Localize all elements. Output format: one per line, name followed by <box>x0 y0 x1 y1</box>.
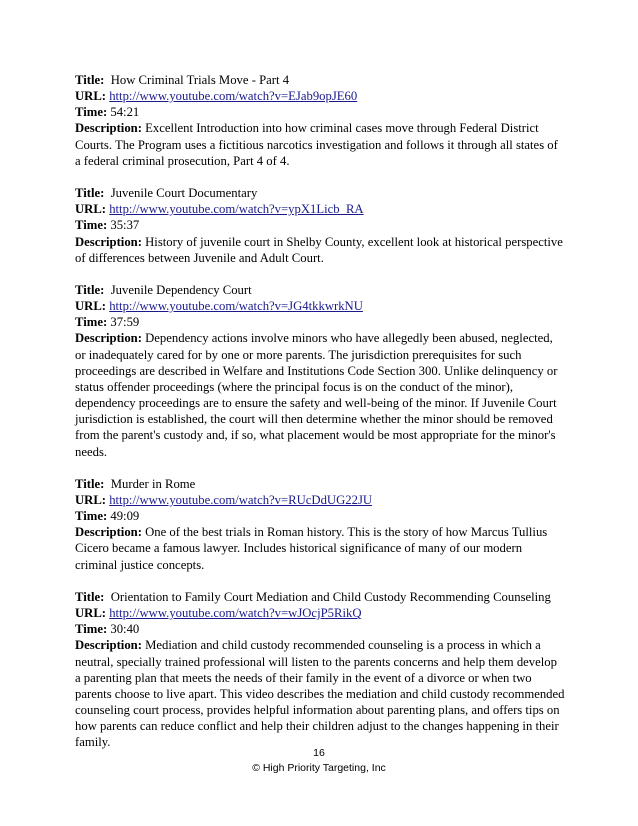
entry-title-line <box>75 476 565 492</box>
entry-time: 35:37 <box>110 218 140 233</box>
entry-url-link[interactable]: http://www.youtube.com/watch?v=ypX1Licb_RA <box>109 202 364 217</box>
page-footer <box>0 746 638 776</box>
url-label: URL: <box>75 299 107 314</box>
entry-url-line <box>75 298 565 314</box>
entry-time-line <box>75 621 565 637</box>
entry-description-line <box>75 524 565 572</box>
video-entry <box>75 185 565 266</box>
description-label: Description: <box>75 638 142 653</box>
entry-description-line <box>75 637 565 750</box>
title-label: Title: <box>75 186 105 201</box>
entry-url-link[interactable]: http://www.youtube.com/watch?v=RUcDdUG22JU <box>109 493 373 508</box>
entry-title-line <box>75 185 565 201</box>
page-number: 16 <box>313 747 325 759</box>
entry-time: 37:59 <box>110 315 140 330</box>
url-label: URL: <box>75 493 107 508</box>
entry-time: 54:21 <box>110 105 140 120</box>
entry-url-line <box>75 492 565 508</box>
title-label: Title: <box>75 283 105 297</box>
description-label: Description: <box>75 121 142 136</box>
video-list <box>75 72 565 767</box>
entry-time-line <box>75 314 565 330</box>
entry-time-line <box>75 508 565 524</box>
description-label: Description: <box>75 525 142 540</box>
time-label: Time: <box>75 622 108 637</box>
entry-title-line <box>75 72 565 88</box>
entry-title-line <box>75 282 565 298</box>
url-label: URL: <box>75 202 107 217</box>
copyright-notice: © High Priority Targeting, Inc <box>252 762 386 774</box>
time-label: Time: <box>75 509 108 524</box>
entry-description: One of the best trials in Roman history. This is the story of how Marcus Tullius Cicero became a famous lawyer. Includes historical significance of many of our modern criminal justice concepts. <box>75 525 548 572</box>
time-label: Time: <box>75 105 108 120</box>
video-entry <box>75 282 565 460</box>
description-label: Description: <box>75 234 142 249</box>
entry-title-line <box>75 589 565 605</box>
url-label: URL: <box>75 606 107 621</box>
url-label: URL: <box>75 89 107 104</box>
entry-description: History of juvenile court in Shelby County, excellent look at historical perspective of differences between Juvenile and Adult Court. <box>75 234 563 265</box>
entry-title: How Criminal Trials Move - Part 4 <box>110 73 290 87</box>
entry-time: 30:40 <box>110 622 140 637</box>
entry-title: Juvenile Dependency Court <box>110 283 252 297</box>
video-entry <box>75 589 565 751</box>
entry-description-line <box>75 120 565 168</box>
title-label: Title: <box>75 589 105 604</box>
entry-url-line <box>75 201 565 217</box>
entry-description: Dependency actions involve minors who have allegedly been abused, neglected, or inadequately cared for by one or more parents. The jurisdiction prerequisites for such proceedings are described in Welfare and Institutions Code Section 300. Unlike delinquency or status offender proceedings (where the principal focus is on the conduct of the minor), dependency proceedings are to ensure the safety and well-being of the minor. If Juvenile Court jurisdiction is established, the court will then determine whether the minor should be removed from the parent's custody and, if so, what placement would be most appropriate for the minor's needs. <box>75 331 558 459</box>
video-entry <box>75 72 565 169</box>
entry-time-line <box>75 217 565 233</box>
entry-description-line <box>75 330 565 459</box>
entry-url-link[interactable]: http://www.youtube.com/watch?v=EJab9opJE60 <box>109 89 358 104</box>
description-label: Description: <box>75 331 142 346</box>
entry-description-line <box>75 234 565 266</box>
entry-title: Murder in Rome <box>110 476 196 491</box>
entry-url-link[interactable]: http://www.youtube.com/watch?v=wJOcjP5RikQ <box>109 606 362 621</box>
entry-url-link[interactable]: http://www.youtube.com/watch?v=JG4tkkwrkNU <box>109 299 363 314</box>
entry-description: Mediation and child custody recommended counseling is a process in which a neutral, specially trained professional will listen to the parents concerns and help them develop a parenting plan that meets the needs of their family in the event of a divorce or when two parents choose to live apart. This video describes the mediation and child custody recommended counseling court process, provides helpful information about parenting plans, and offers tips on how parents can reduce conflict and help their children adjust to the changes happening in their family. <box>75 638 565 750</box>
time-label: Time: <box>75 315 108 330</box>
entry-title: Juvenile Court Documentary <box>110 186 258 201</box>
time-label: Time: <box>75 218 108 233</box>
entry-url-line <box>75 88 565 104</box>
entry-title: Orientation to Family Court Mediation and Child Custody Recommending Counseling <box>110 589 551 604</box>
title-label: Title: <box>75 476 105 491</box>
video-entry <box>75 476 565 573</box>
entry-url-line <box>75 605 565 621</box>
entry-time: 49:09 <box>110 509 140 524</box>
entry-description: Excellent Introduction into how criminal cases move through Federal District Courts. The Program uses a fictitious narcotics investigation and follows it through all states of a federal criminal prosecution, Part 4 of 4. <box>75 121 558 168</box>
entry-time-line <box>75 104 565 120</box>
title-label: Title: <box>75 73 105 87</box>
